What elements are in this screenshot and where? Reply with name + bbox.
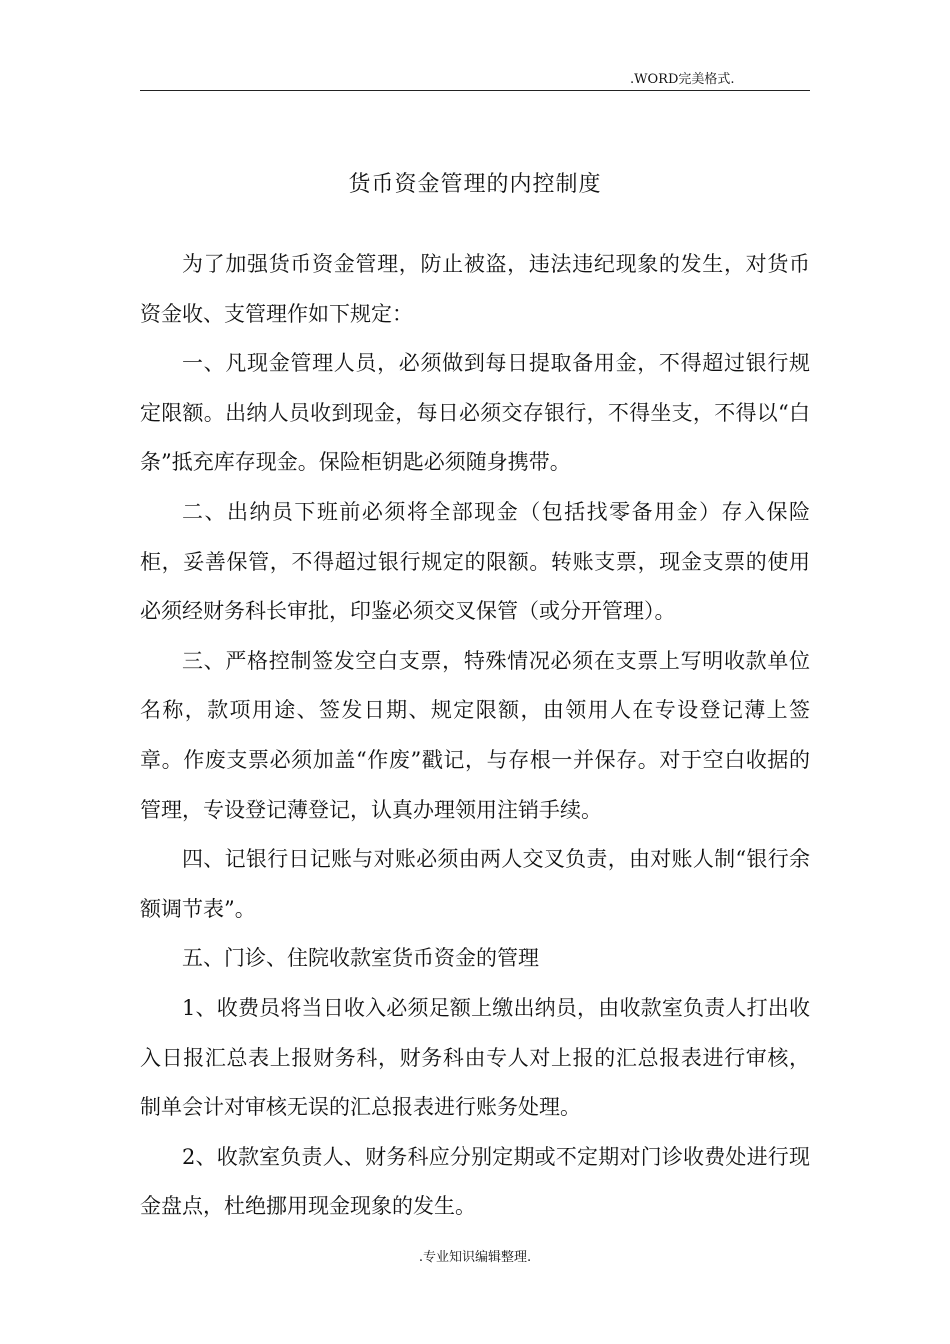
page-header	[140, 70, 810, 91]
paragraph-rule-1: 一、凡现金管理人员，必须做到每日提取备用金，不得超过银行规定限额。出纳人员收到现金，每日必须交存银行，不得坐支，不得以“白条”抵充库存现金。保险柜钥匙必须随身携带。	[140, 351, 810, 475]
paragraph-rule-5: 五、门诊、住院收款室货币资金的管理	[182, 946, 539, 971]
page-footer: .专业知识编辑整理.	[418, 1250, 532, 1265]
paragraph-rule-5-item-2: 2、收款室负责人、财务科应分别定期或不定期对门诊收费处进行现金盘点，杜绝挪用现金现象的发生。	[140, 1144, 810, 1219]
document-title: 货币资金管理的内控制度	[348, 172, 602, 197]
paragraph-rule-3: 三、严格控制签发空白支票，特殊情况必须在支票上写明收款单位名称，款项用途、签发日期、规定限额，由领用人在专设登记薄上签章。作废支票必须加盖“作废”戳记，与存根一并保存。对于空白收据的管理，专设登记薄登记，认真办理领用注销手续。	[140, 648, 810, 822]
paragraph-rule-2: 二、出纳员下班前必须将全部现金（包括找零备用金）存入保险柜，妥善保管，不得超过银行规定的限额。转账支票，现金支票的使用必须经财务科长审批，印鉴必须交叉保管（或分开管理）。	[140, 499, 810, 624]
header-text: .WORD完美格式.	[630, 72, 735, 87]
paragraph-rule-4: 四、记银行日记账与对账必须由两人交叉负责，由对账人制“银行余额调节表”。	[140, 847, 810, 921]
paragraph-rule-5-item-1: 1、收费员将当日收入必须足额上缴出纳员，由收款室负责人打出收入日报汇总表上报财务科，财务科由专人对上报的汇总报表进行审核，制单会计对审核无误的汇总报表进行账务处理。	[140, 995, 810, 1120]
document-body	[140, 240, 810, 1232]
paragraph-intro: 为了加强货币资金管理，防止被盗，违法违纪现象的发生，对货币资金收、支管理作如下规定：	[140, 252, 810, 326]
